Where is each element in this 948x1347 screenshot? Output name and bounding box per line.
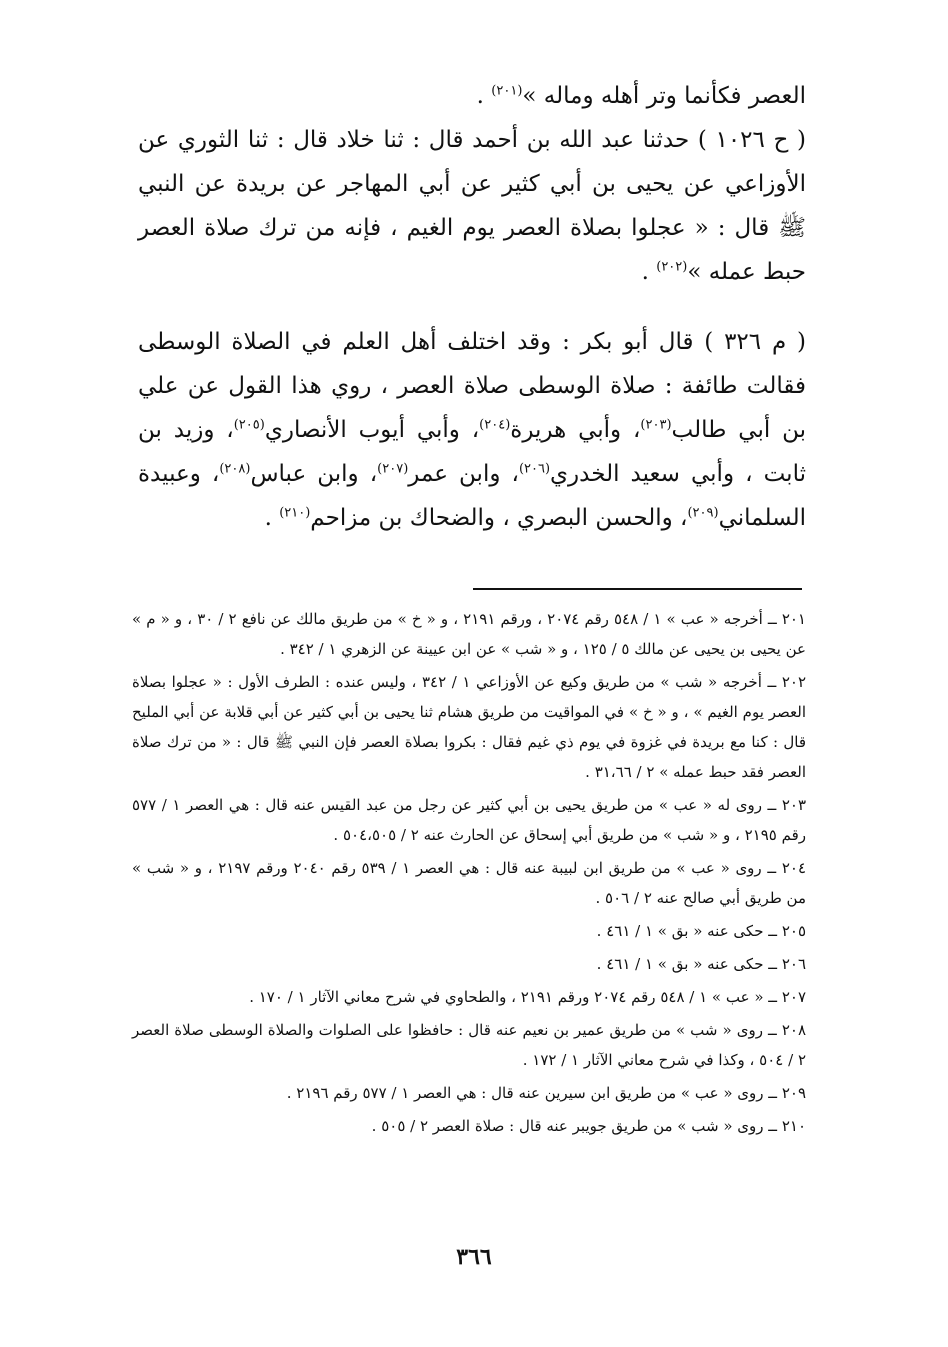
footnote-ref-204[interactable]: (٢٠٤) <box>479 417 511 433</box>
hadith-paragraph-1026: ( ح ١٠٢٦ ) حدثنا عبد الله بن أحمد قال : ثنا خلاد قال : ثنا الثوري عن الأوزاعي عن يحيى بن أبي كثير عن أبي المهاجر عن بريدة عن النبي ﷺ قال : « عجلوا بصلاة العصر يوم الغيم ، فإنه من ترك صلاة العصر حبط عمله »$^{(٢٠٢)}$ . <box>138 127 806 285</box>
footnote-209: ٢٠٩ ــ روى « عب » من طريق ابن سيرين عنه قال : هي العصر ١ / ٥٧٧ رقم ٢١٩٦ . <box>286 1084 806 1102</box>
footnotes-section <box>132 604 806 1144</box>
footnote-210: ٢١٠ ــ روى « شب » من طريق جويبر عنه قال : صلاة العصر ٢ / ٥٠٥ . <box>371 1117 806 1135</box>
footnote-ref-202[interactable]: (٢٠٢) <box>656 259 688 275</box>
footnote-ref-207[interactable]: (٢٠٧) <box>377 461 409 477</box>
issue-paragraph-326: ( م ٣٢٦ ) قال أبو بكر : وقد اختلف أهل العلم في الصلاة الوسطى فقالت طائفة : صلاة الوسطى صلاة العصر ، روي هذا القول عن علي بن أبي طالب$^{(٢٠٣)}$، وأبي هريرة$^{(٢٠٤)}$، وأبي أيوب الأنصاري$^{(٢٠٥)}$، وزيد بن ثابت ، وأبي سعيد الخدري$^{(٢٠٦)}$، وابن عمر$^{(٢٠٧)}$، وابن عباس$^{(٢٠٨)}$، وعبيدة السلماني$^{(٢٠٩)}$، والحسن البصري ، والضحاك بن مزاحم$^{(٢١٠)}$ . <box>138 329 806 531</box>
footnote-208: ٢٠٨ ــ روى « شب » من طريق عمير بن نعيم عنه قال : حافظوا على الصلوات والصلاة الوسطى صلاة العصر ٢ / ٥٠٤ ، وكذا في شرح معاني الآثار ١ / ١٧٢ . <box>132 1021 806 1069</box>
paragraph-continuation: العصر فكأنما وتر أهله وماله »$^{(٢٠١)}$ . <box>476 83 806 109</box>
footnote-202: ٢٠٢ ــ أخرجه « شب » من طريق وكيع عن الأوزاعي ١ / ٣٤٢ ، وليس عنده : الطرف الأول : « عجلوا بصلاة العصر يوم الغيم » ، و « خ » في المواقيت من طريق هشام ثنا يحيى بن أبي كثير عن أبي قلابة عن أبي المليح قال : كنا مع بريدة في غزوة في يوم ذي غيم فقال : بكروا بصلاة العصر فإن النبي ﷺ قال : « من ترك صلاة العصر فقد حبط عمله » ٢ / ٣١،٦٦ . <box>132 673 807 781</box>
footnote-ref-203[interactable]: (٢٠٣) <box>640 417 672 433</box>
footnote-ref-210[interactable]: (٢١٠) <box>279 505 311 521</box>
footnote-201: ٢٠١ ــ أخرجه « عب » ١ / ٥٤٨ رقم ٢٠٧٤ ، ورقم ٢١٩١ ، و « خ » من طريق مالك عن نافع ٢ / ٣٠ ، و « م » عن يحيى بن يحيى عن مالك ٥ / ١٢٥ ، و « شب » عن ابن عيينة عن الزهري ١ / ٣٤٢ . <box>132 610 806 658</box>
footnote-203: ٢٠٣ ــ روى له « عب » من طريق يحيى بن أبي كثير عن رجل من عبد القيس عنه قال : هي العصر ١ / ٥٧٧ رقم ٢١٩٥ ، و « شب » من طريق أبي إسحاق عن الحارث عنه ٢ / ٥٠٤،٥٠٥ . <box>132 796 806 844</box>
footnote-ref-209[interactable]: (٢٠٩) <box>687 505 719 521</box>
footnote-ref-208[interactable]: (٢٠٨) <box>219 461 251 477</box>
page-number: ٣٦٦ <box>456 1244 492 1270</box>
footnote-206: ٢٠٦ ــ حكى عنه « بق » ١ / ٤٦١ . <box>596 955 806 973</box>
footnote-ref-205[interactable]: (٢٠٥) <box>233 417 265 433</box>
footnote-ref-206[interactable]: (٢٠٦) <box>518 461 551 477</box>
footnote-divider <box>473 588 802 590</box>
footnote-207: ٢٠٧ ــ « عب » ١ / ٥٤٨ رقم ٢٠٧٤ ورقم ٢١٩١ ، والطحاوي في شرح معاني الآثار ١ / ١٧٠ . <box>249 988 806 1006</box>
footnote-204: ٢٠٤ ــ روى « عب » من طريق ابن لبيبة عنه قال : هي العصر ١ / ٥٣٩ رقم ٢٠٤٠ ورقم ٢١٩٧ ، و « شب » من طريق أبي صالح عنه ٢ / ٥٠٦ . <box>132 859 807 907</box>
footnote-205: ٢٠٥ ــ حكى عنه « بق » ١ / ٤٦١ . <box>596 922 806 940</box>
main-text-block-bottom <box>138 320 806 540</box>
main-text-block-top <box>138 74 806 294</box>
footnote-ref-201[interactable]: (٢٠١) <box>491 83 523 99</box>
